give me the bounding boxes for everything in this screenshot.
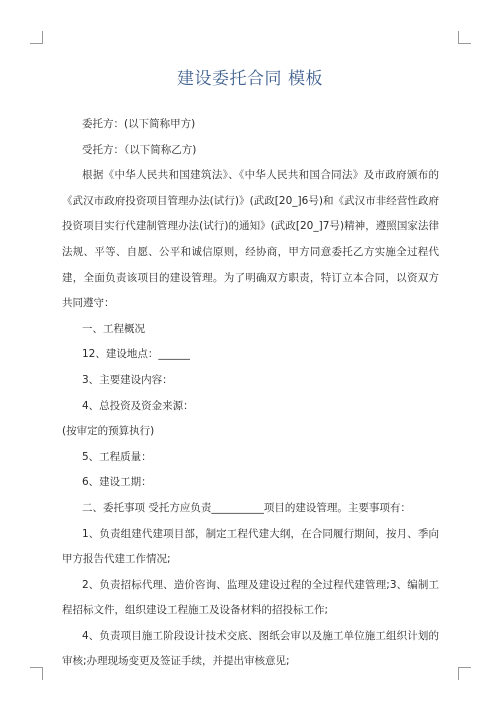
paragraph-legal-basis: 根据《中华人民共和国建筑法》、《中华人民共和国合同法》及市政府颁布的《武汉市政府投资项目管理办法(试行)》(武政[20_]6号)和《武汉市非经营性政府投资项目实行代建制管理办法(试行)的通知》(武政[20_]7号)精神，遵照国家法律法规、平等、自愿、公平和诚信原则，经协商，甲方同意委托乙方实施全过程代建，全面负责该项目的建设管理。为了明确双方职责，特订立本合同，以资双方共同遵守： <box>62 169 439 310</box>
document-body <box>62 112 439 675</box>
section-heading-project-overview: 一、工程概况 <box>82 322 145 335</box>
paragraph-investment-source: 4、总投资及资金来源： <box>82 399 194 412</box>
paragraph-main-content: 3、主要建设内容： <box>82 373 173 386</box>
page-corner-mark-bottom-right <box>458 667 471 680</box>
page-corner-mark-bottom-left <box>30 667 43 680</box>
paragraph-contractor-party: 受托方：（以下简称乙方) <box>82 143 197 156</box>
paragraph-budget-note: (按审定的预算执行) <box>62 425 155 438</box>
paragraph-client-party: 委托方：(以下简称甲方) <box>82 118 196 130</box>
document-title: 建设委托合同 模板 <box>177 69 323 89</box>
paragraph-project-quality: 5、工程质量： <box>82 450 152 463</box>
section-heading-entrusted-matters: 二、委托事项 受托方应负责__________项目的建设管理。主要事项有： <box>82 501 411 514</box>
paragraph-item-4: 4、负责项目施工阶段设计技术交底、图纸会审以及施工单位施工组织计划的审核;办理现场变更及签证手续，并提出审核意见; <box>62 629 439 668</box>
page-corner-mark-top-left <box>30 31 43 44</box>
paragraph-item-2-3: 2、负责招标代理、造价咨询、监理及建设过程的全过程代建管理;3、编制工程招标文件，组织建设工程施工及设备材料的招投标工作; <box>62 578 439 617</box>
paragraph-construction-period: 6、建设工期： <box>82 476 152 489</box>
page-corner-mark-top-right <box>458 31 471 44</box>
paragraph-construction-site: 12、建设地点：______ <box>82 348 190 361</box>
paragraph-item-1: 1、负责组建代建项目部，制定工程代建大纲，在合同履行期间，按月、季向甲方报告代建工作情况; <box>62 527 439 566</box>
